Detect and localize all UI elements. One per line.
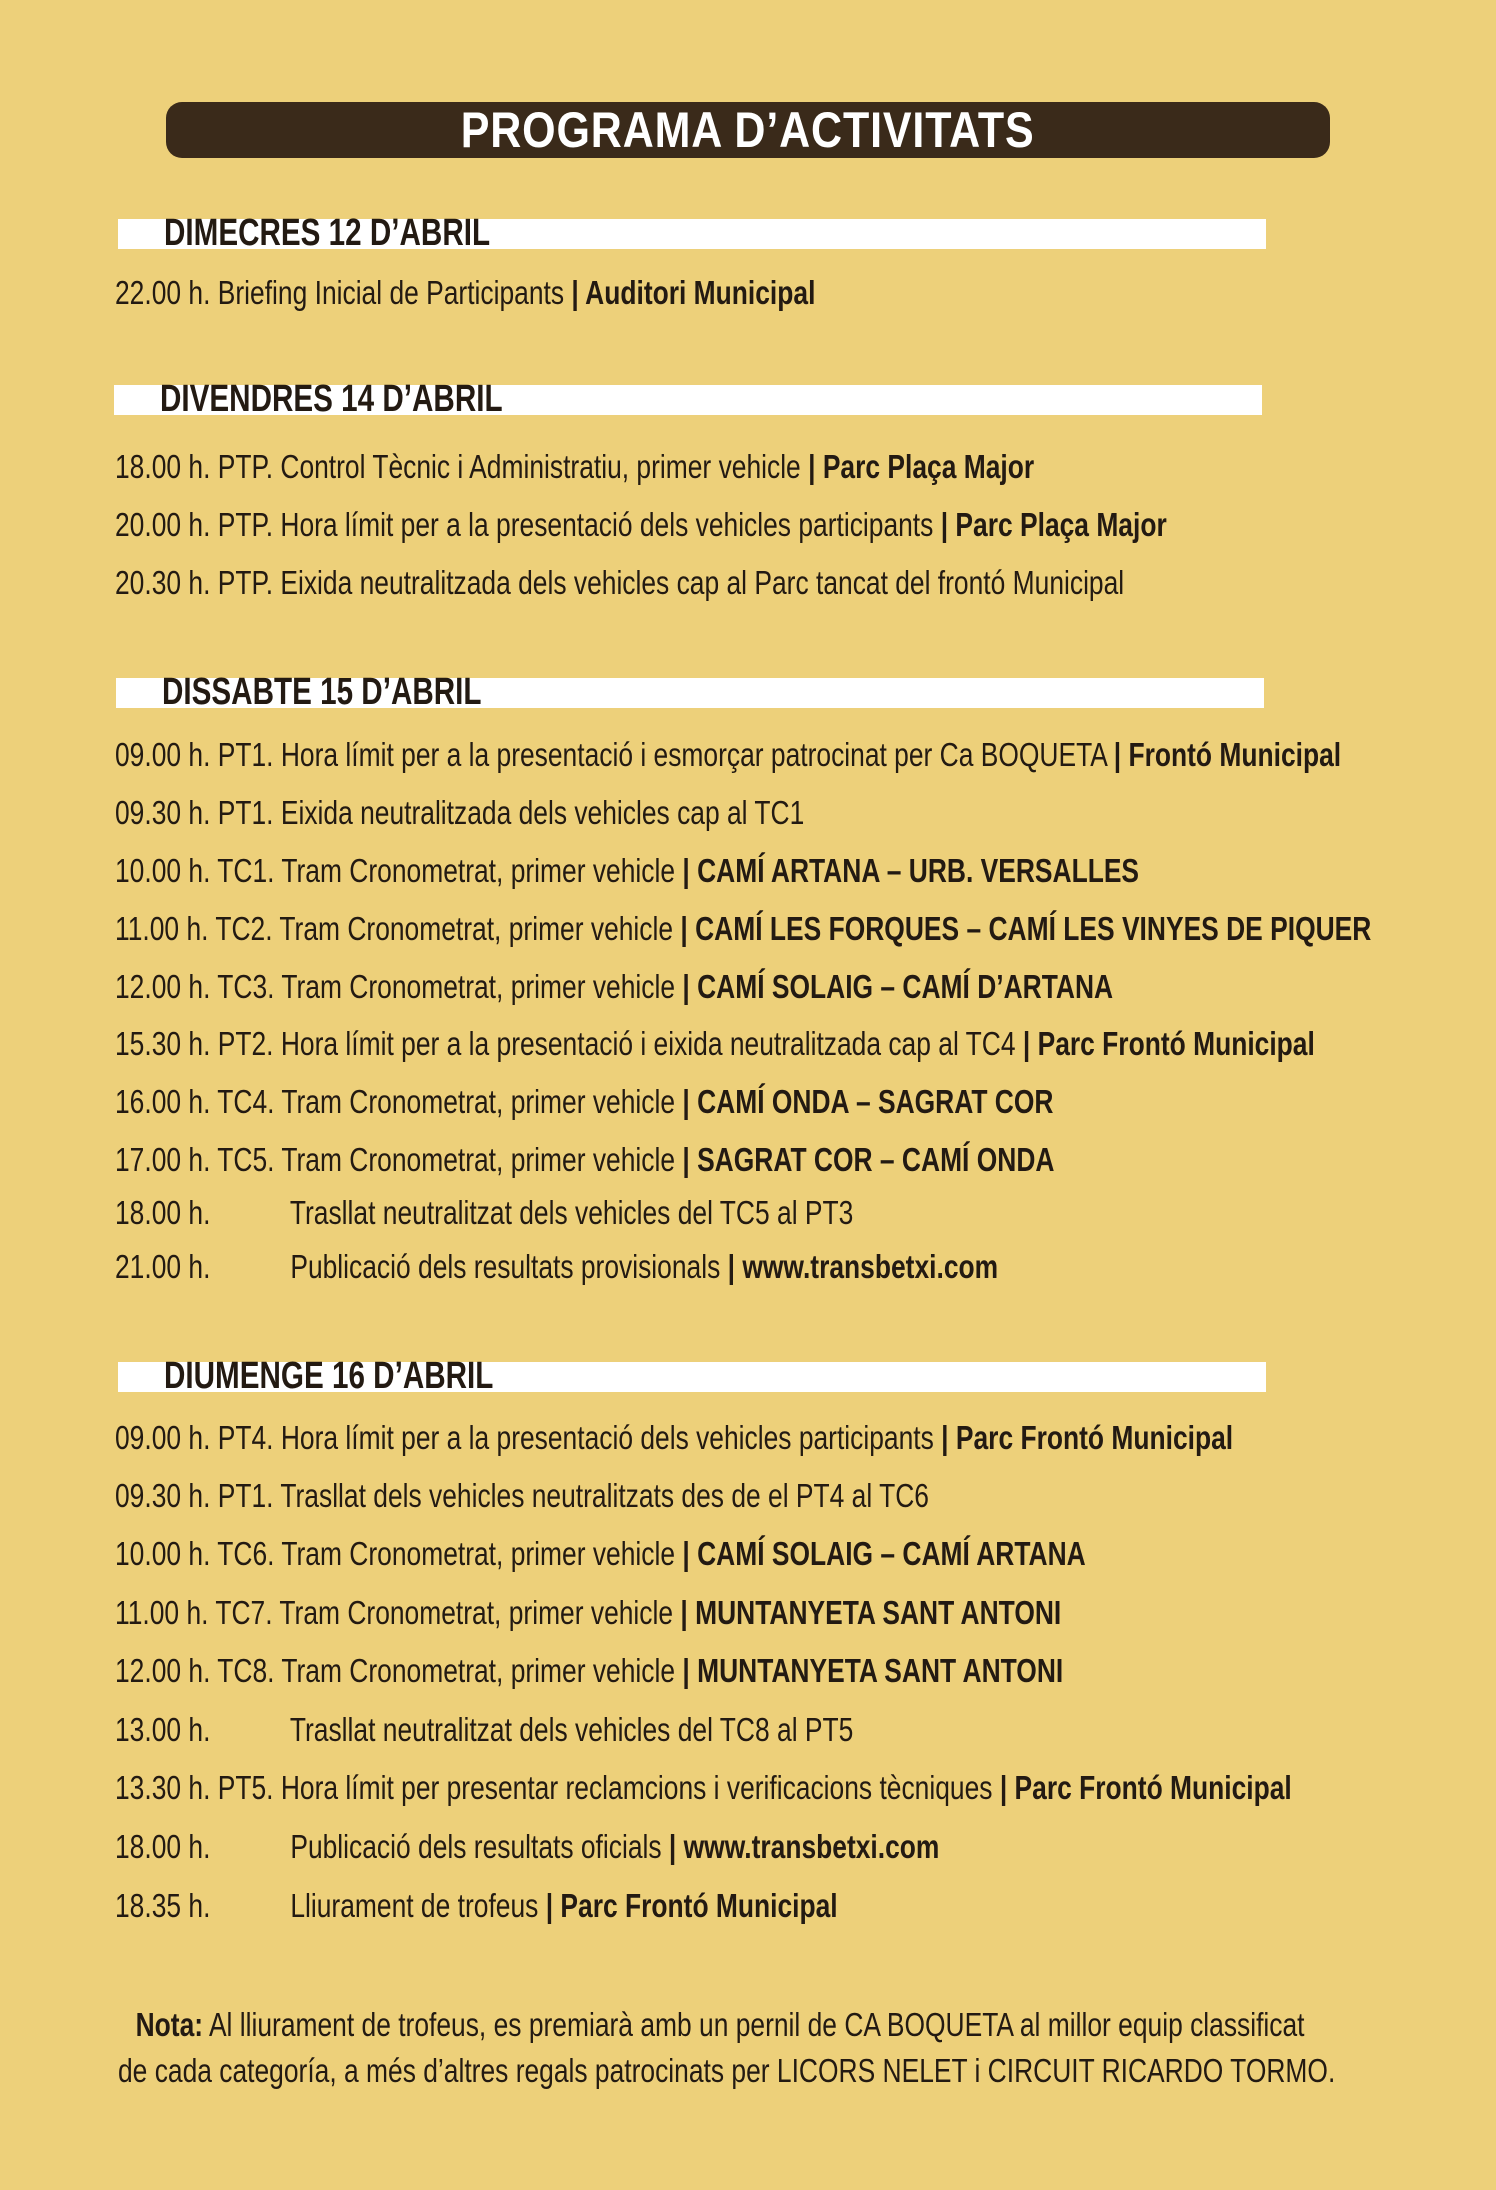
item-text: Trasllat neutralitzat dels vehicles del TC8 al PT5 bbox=[289, 1711, 854, 1748]
note-text-2: de cada categoría, a més d’altres regals patrocinats per LICORS NELET i CIRCUIT RICARDO TORMO. bbox=[118, 2052, 1336, 2090]
note-label: Nota: bbox=[135, 2006, 204, 2043]
day-header-label: DIUMENGE 16 D’ABRIL bbox=[164, 1355, 494, 1397]
note bbox=[118, 2002, 1438, 2094]
list-item bbox=[115, 508, 1167, 541]
item-time: 09.00 h. bbox=[115, 1419, 211, 1456]
list-item bbox=[115, 1143, 1054, 1176]
item-separator: | bbox=[680, 910, 696, 947]
item-location: Parc Frontó Municipal bbox=[560, 1887, 838, 1924]
list-item bbox=[115, 1027, 1315, 1060]
item-text: TC7. Tram Cronometrat, primer vehicle bbox=[215, 1594, 674, 1631]
list-item bbox=[115, 854, 1139, 887]
item-location: Parc Frontó Municipal bbox=[1014, 1769, 1292, 1806]
list-item bbox=[115, 1830, 939, 1863]
day-header-diumenge bbox=[118, 1355, 1266, 1397]
item-separator: | bbox=[1113, 736, 1129, 773]
item-text: PT5. Hora límit per presentar reclamcions i verificacions tècniques bbox=[217, 1769, 993, 1806]
item-text: PT2. Hora límit per a la presentació i eixida neutralitzada cap al TC4 bbox=[217, 1025, 1016, 1062]
item-location: Parc Frontó Municipal bbox=[955, 1419, 1234, 1456]
item-time: 18.35 h. bbox=[115, 1887, 211, 1924]
day-header-label: DIMECRES 12 D’ABRIL bbox=[164, 212, 491, 254]
item-text: TC5. Tram Cronometrat, primer vehicle bbox=[217, 1141, 676, 1178]
item-separator: | bbox=[682, 1535, 698, 1572]
list-item bbox=[115, 1771, 1292, 1804]
item-text: Trasllat neutralitzat dels vehicles del TC5 al PT3 bbox=[289, 1194, 854, 1231]
item-time: 22.00 h. bbox=[115, 274, 211, 311]
item-text: TC1. Tram Cronometrat, primer vehicle bbox=[217, 852, 676, 889]
item-text: Publicació dels resultats provisionals bbox=[290, 1248, 721, 1285]
day-header-label: DIVENDRES 14 D’ABRIL bbox=[160, 378, 503, 420]
day-header-dimecres bbox=[118, 212, 1266, 254]
item-location: CAMÍ SOLAIG – CAMÍ ARTANA bbox=[697, 1535, 1086, 1572]
list-item bbox=[115, 1654, 1063, 1687]
list-item bbox=[115, 1196, 853, 1229]
item-text: TC2. Tram Cronometrat, primer vehicle bbox=[215, 910, 674, 947]
page-title: PROGRAMA D’ACTIVITATS bbox=[461, 102, 1035, 158]
item-text: TC8. Tram Cronometrat, primer vehicle bbox=[217, 1652, 676, 1689]
note-text-1: Al lliurament de trofeus, es premiarà amb un pernil de CA BOQUETA al millor equip classificat bbox=[203, 2006, 1305, 2043]
item-time: 20.30 h. bbox=[115, 564, 211, 601]
list-item bbox=[115, 276, 815, 309]
item-separator: | bbox=[999, 1769, 1015, 1806]
item-time: 15.30 h. bbox=[115, 1025, 211, 1062]
item-text: PTP. Control Tècnic i Administratiu, primer vehicle bbox=[217, 448, 801, 485]
item-text: PT4. Hora límit per a la presentació dels vehicles participants bbox=[217, 1419, 934, 1456]
list-item bbox=[115, 1250, 998, 1283]
list-item bbox=[115, 970, 1113, 1003]
item-time: 13.30 h. bbox=[115, 1769, 211, 1806]
item-text: TC4. Tram Cronometrat, primer vehicle bbox=[217, 1083, 676, 1120]
item-time: 12.00 h. bbox=[115, 1652, 211, 1689]
item-separator: | bbox=[941, 1419, 956, 1456]
item-location: Parc Plaça Major bbox=[822, 448, 1035, 485]
item-location: CAMÍ LES FORQUES – CAMÍ LES VINYES DE PIQUER bbox=[695, 910, 1372, 947]
list-item bbox=[115, 1085, 1053, 1118]
item-location: CAMÍ ONDA – SAGRAT COR bbox=[697, 1083, 1054, 1120]
item-separator: | bbox=[571, 274, 586, 311]
item-time: 11.00 h. bbox=[115, 910, 209, 947]
item-text: Briefing Inicial de Participants bbox=[217, 274, 565, 311]
list-item bbox=[115, 1479, 929, 1512]
item-text: PT1. Eixida neutralitzada dels vehicles cap al TC1 bbox=[217, 794, 805, 831]
item-location: CAMÍ ARTANA – URB. VERSALLES bbox=[697, 852, 1140, 889]
list-item bbox=[115, 1537, 1086, 1570]
item-text: TC3. Tram Cronometrat, primer vehicle bbox=[217, 968, 676, 1005]
item-location: Parc Frontó Municipal bbox=[1037, 1025, 1315, 1062]
item-location: MUNTANYETA SANT ANTONI bbox=[695, 1594, 1062, 1631]
item-time: 11.00 h. bbox=[115, 1594, 209, 1631]
item-text: TC6. Tram Cronometrat, primer vehicle bbox=[217, 1535, 676, 1572]
list-item bbox=[115, 1596, 1061, 1629]
item-separator: | bbox=[1022, 1025, 1038, 1062]
item-location: MUNTANYETA SANT ANTONI bbox=[697, 1652, 1064, 1689]
item-time: 18.00 h. bbox=[115, 1194, 211, 1231]
item-location: www.transbetxi.com bbox=[742, 1248, 999, 1285]
item-location: SAGRAT COR – CAMÍ ONDA bbox=[697, 1141, 1055, 1178]
item-separator: | bbox=[682, 1083, 698, 1120]
list-item bbox=[115, 1421, 1233, 1454]
item-time: 16.00 h. bbox=[115, 1083, 211, 1120]
item-text: Lliurament de trofeus bbox=[290, 1887, 539, 1924]
list-item bbox=[115, 1713, 853, 1746]
item-separator: | bbox=[682, 1141, 698, 1178]
item-separator: | bbox=[808, 448, 823, 485]
item-separator: | bbox=[668, 1828, 684, 1865]
day-header-dissabte bbox=[116, 671, 1264, 713]
item-separator: | bbox=[545, 1887, 561, 1924]
item-time: 12.00 h. bbox=[115, 968, 211, 1005]
day-header-divendres bbox=[114, 378, 1262, 420]
note-line-1 bbox=[118, 2002, 1305, 2048]
item-time: 13.00 h. bbox=[115, 1711, 211, 1748]
item-time: 10.00 h. bbox=[115, 852, 211, 889]
list-item bbox=[115, 566, 1124, 599]
item-location: CAMÍ SOLAIG – CAMÍ D’ARTANA bbox=[697, 968, 1114, 1005]
list-item bbox=[115, 1889, 838, 1922]
day-header-label: DISSABTE 15 D’ABRIL bbox=[162, 671, 482, 713]
item-text: PT1. Trasllat dels vehicles neutralitzats des de el PT4 al TC6 bbox=[217, 1477, 929, 1514]
list-item bbox=[115, 450, 1034, 483]
list-item bbox=[115, 912, 1371, 945]
item-text: Publicació dels resultats oficials bbox=[290, 1828, 662, 1865]
item-text: PTP. Hora límit per a la presentació dels vehicles participants bbox=[217, 506, 934, 543]
item-separator: | bbox=[680, 1594, 696, 1631]
item-time: 21.00 h. bbox=[115, 1248, 211, 1285]
item-time: 18.00 h. bbox=[115, 1828, 211, 1865]
title-bar bbox=[166, 102, 1330, 158]
item-time: 09.30 h. bbox=[115, 1477, 211, 1514]
item-time: 18.00 h. bbox=[115, 448, 211, 485]
item-location: Frontó Municipal bbox=[1128, 736, 1342, 773]
item-time: 20.00 h. bbox=[115, 506, 211, 543]
item-separator: | bbox=[682, 968, 698, 1005]
item-text: PT1. Hora límit per a la presentació i esmorçar patrocinat per Ca BOQUETA bbox=[217, 736, 1107, 773]
item-separator: | bbox=[682, 1652, 698, 1689]
item-time: 10.00 h. bbox=[115, 1535, 211, 1572]
list-item bbox=[115, 738, 1341, 771]
item-separator: | bbox=[727, 1248, 743, 1285]
item-separator: | bbox=[682, 852, 698, 889]
item-text: PTP. Eixida neutralitzada dels vehicles cap al Parc tancat del frontó Municipal bbox=[217, 564, 1125, 601]
item-time: 17.00 h. bbox=[115, 1141, 211, 1178]
list-item bbox=[115, 796, 804, 829]
item-separator: | bbox=[940, 506, 956, 543]
item-time: 09.00 h. bbox=[115, 736, 211, 773]
item-location: Auditori Municipal bbox=[585, 274, 816, 311]
item-location: www.transbetxi.com bbox=[683, 1828, 940, 1865]
item-time: 09.30 h. bbox=[115, 794, 211, 831]
item-location: Parc Plaça Major bbox=[955, 506, 1167, 543]
